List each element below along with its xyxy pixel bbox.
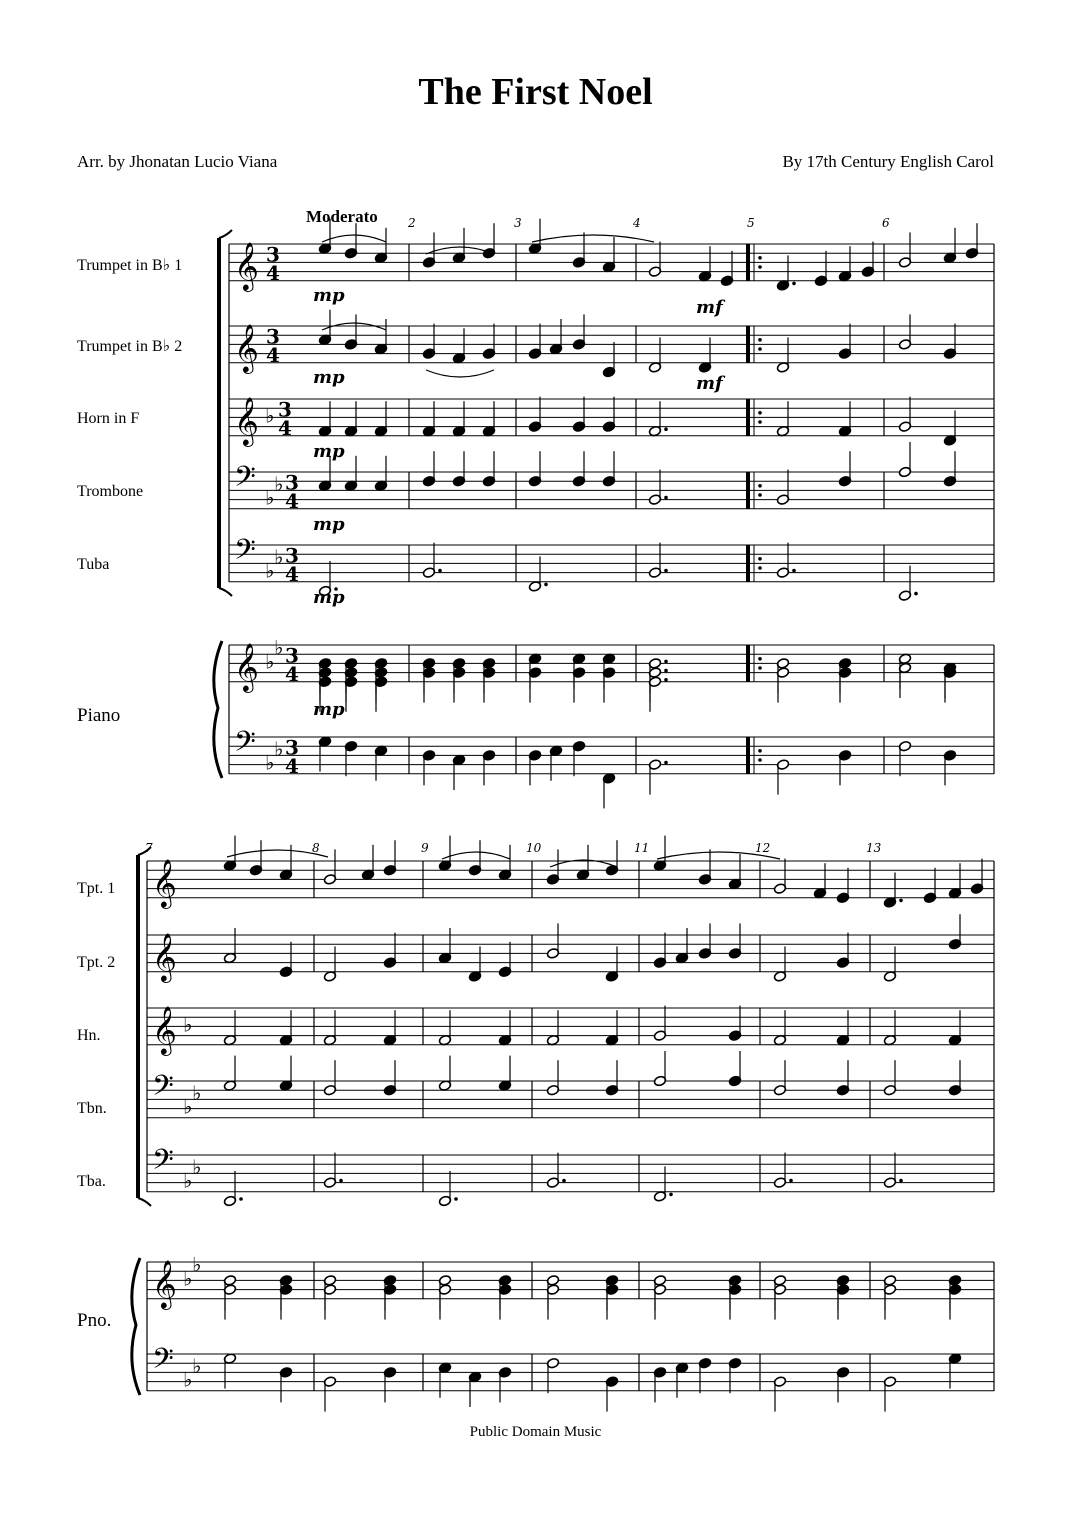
dot bbox=[239, 1197, 243, 1201]
dot bbox=[562, 1179, 566, 1183]
repeat-dot bbox=[758, 256, 762, 260]
repeat-dot bbox=[758, 749, 762, 753]
dot bbox=[792, 282, 796, 286]
slur bbox=[532, 235, 654, 242]
dot bbox=[664, 761, 668, 765]
measure-number-6: 6 bbox=[882, 216, 890, 230]
repeat-dot bbox=[758, 666, 762, 670]
label-horn: Horn in F bbox=[77, 410, 140, 427]
dot bbox=[664, 427, 668, 431]
repeat-dot bbox=[758, 411, 762, 415]
label-tbn-short: Tbn. bbox=[77, 1100, 107, 1117]
repeat-thick-bar bbox=[746, 326, 750, 363]
flat-icon: ♭ bbox=[274, 635, 284, 660]
footer-credit: Public Domain Music bbox=[469, 1424, 602, 1440]
repeat-dot bbox=[758, 557, 762, 561]
time-sig-3: 3 bbox=[266, 324, 280, 349]
measure-number-3: 3 bbox=[514, 216, 522, 230]
tempo-marking: Moderato bbox=[306, 207, 378, 226]
flat-icon: ♭ bbox=[265, 649, 275, 674]
dot bbox=[899, 1179, 903, 1183]
repeat-thick-bar bbox=[746, 244, 750, 281]
measure-number-5: 5 bbox=[747, 216, 755, 230]
repeat-thick-bar bbox=[746, 645, 750, 682]
flat-icon: ♭ bbox=[183, 1266, 193, 1291]
label-piano: Piano bbox=[77, 705, 121, 726]
repeat-thick-bar bbox=[746, 399, 750, 436]
measure-number-4: 4 bbox=[633, 216, 641, 230]
flat-icon: ♭ bbox=[192, 1080, 202, 1105]
treble-clef-icon: 𝄞 bbox=[152, 931, 177, 981]
flat-icon: ♭ bbox=[265, 485, 275, 510]
measure-number-9: 9 bbox=[421, 841, 429, 855]
dot bbox=[664, 678, 668, 682]
flat-icon: ♭ bbox=[274, 544, 284, 569]
repeat-thick-bar bbox=[746, 472, 750, 509]
measure-number-2: 2 bbox=[408, 216, 416, 230]
repeat-dot bbox=[758, 347, 762, 351]
flat-icon: ♭ bbox=[183, 1094, 193, 1119]
label-tba-short: Tba. bbox=[77, 1173, 106, 1190]
bracket-bottom bbox=[219, 588, 232, 596]
bass-clef-icon: 𝄢 bbox=[234, 460, 256, 501]
bracket-top bbox=[219, 230, 232, 238]
repeat-thick-bar bbox=[746, 545, 750, 582]
treble-clef-icon: 𝄞 bbox=[152, 857, 177, 907]
flat-icon: ♭ bbox=[274, 471, 284, 496]
treble-clef-icon: 𝄞 bbox=[234, 322, 259, 372]
composer-credit: By 17th Century English Carol bbox=[782, 152, 994, 171]
repeat-dot bbox=[758, 566, 762, 570]
flat-icon: ♭ bbox=[265, 403, 275, 428]
repeat-dot bbox=[758, 657, 762, 661]
time-sig-3: 3 bbox=[278, 397, 292, 422]
repeat-dot bbox=[758, 265, 762, 269]
dynamic-mf: mf bbox=[696, 297, 723, 318]
measure-number-12: 12 bbox=[755, 841, 771, 855]
repeat-dot bbox=[758, 420, 762, 424]
time-sig-3: 3 bbox=[266, 242, 280, 267]
dot bbox=[789, 1179, 793, 1183]
dot bbox=[664, 669, 668, 673]
piano-brace bbox=[214, 641, 222, 778]
dot bbox=[438, 569, 442, 573]
slur bbox=[426, 370, 494, 377]
treble-clef-icon: 𝄞 bbox=[152, 1258, 177, 1308]
flat-icon: ♭ bbox=[183, 1367, 193, 1392]
label-trumpet-2: Trumpet in B♭ 2 bbox=[77, 338, 183, 355]
bass-clef-icon: 𝄢 bbox=[152, 1342, 174, 1383]
time-sig-3: 3 bbox=[285, 643, 299, 668]
dot bbox=[914, 592, 918, 596]
dot bbox=[664, 569, 668, 573]
bass-clef-icon: 𝄢 bbox=[152, 1069, 174, 1110]
dot bbox=[454, 1197, 458, 1201]
flat-icon: ♭ bbox=[265, 558, 275, 583]
bass-clef-icon: 𝄢 bbox=[234, 725, 256, 766]
repeat-dot bbox=[758, 758, 762, 762]
dynamic-mp: mp bbox=[313, 441, 345, 462]
label-tpt1-short: Tpt. 1 bbox=[77, 880, 116, 897]
label-trombone: Trombone bbox=[77, 483, 144, 500]
time-sig-4: 4 bbox=[285, 488, 299, 513]
dot bbox=[899, 899, 903, 903]
repeat-dot bbox=[758, 484, 762, 488]
piano-brace-2 bbox=[132, 1258, 140, 1395]
flat-icon: ♭ bbox=[192, 1154, 202, 1179]
dynamic-mp: mp bbox=[313, 699, 345, 720]
dot bbox=[664, 496, 668, 500]
bass-clef-icon: 𝄢 bbox=[234, 533, 256, 574]
repeat-dot bbox=[758, 338, 762, 342]
flat-icon: ♭ bbox=[183, 1012, 193, 1037]
measure-number-11: 11 bbox=[634, 841, 650, 855]
label-hn-short: Hn. bbox=[77, 1027, 101, 1044]
time-sig-4: 4 bbox=[285, 561, 299, 586]
repeat-dot bbox=[758, 493, 762, 497]
flat-icon: ♭ bbox=[265, 750, 275, 775]
dot bbox=[339, 1179, 343, 1183]
dot bbox=[669, 1193, 673, 1197]
dynamic-mp: mp bbox=[313, 285, 345, 306]
time-sig-3: 3 bbox=[285, 543, 299, 568]
flat-icon: ♭ bbox=[192, 1252, 202, 1277]
dynamic-mf: mf bbox=[696, 373, 723, 394]
treble-clef-icon: 𝄞 bbox=[234, 240, 259, 290]
measure-number-8: 8 bbox=[312, 841, 320, 855]
dynamic-mp: mp bbox=[313, 587, 345, 608]
score-title: The First Noel bbox=[418, 71, 653, 113]
measure-number-7: 7 bbox=[145, 841, 153, 855]
treble-clef-icon: 𝄞 bbox=[234, 641, 259, 691]
treble-clef-icon: 𝄞 bbox=[152, 1004, 177, 1054]
label-pno-short: Pno. bbox=[77, 1310, 112, 1331]
time-sig-3: 3 bbox=[285, 735, 299, 760]
bass-clef-icon: 𝄢 bbox=[152, 1143, 174, 1184]
label-tuba: Tuba bbox=[77, 556, 110, 573]
slur bbox=[442, 852, 510, 859]
time-sig-4: 4 bbox=[266, 260, 280, 285]
label-tpt2-short: Tpt. 2 bbox=[77, 954, 116, 971]
dot bbox=[664, 660, 668, 664]
repeat-thick-bar bbox=[746, 737, 750, 774]
label-trumpet-1: Trumpet in B♭ 1 bbox=[77, 257, 183, 274]
dynamic-mp: mp bbox=[313, 514, 345, 535]
flat-icon: ♭ bbox=[192, 1353, 202, 1378]
measure-number-10: 10 bbox=[526, 841, 542, 855]
time-sig-4: 4 bbox=[285, 661, 299, 686]
dynamic-mp: mp bbox=[313, 367, 345, 388]
flat-icon: ♭ bbox=[183, 1168, 193, 1193]
time-sig-3: 3 bbox=[285, 470, 299, 495]
dot bbox=[544, 583, 548, 587]
time-sig-4: 4 bbox=[266, 342, 280, 367]
slur bbox=[322, 235, 386, 242]
bracket-bottom bbox=[138, 1198, 151, 1206]
time-sig-4: 4 bbox=[278, 415, 292, 440]
treble-clef-icon: 𝄞 bbox=[234, 395, 259, 445]
flat-icon: ♭ bbox=[274, 736, 284, 761]
dot bbox=[792, 569, 796, 573]
arranger-credit: Arr. by Jhonatan Lucio Viana bbox=[77, 152, 278, 171]
measure-number-13: 13 bbox=[866, 841, 882, 855]
time-sig-4: 4 bbox=[285, 753, 299, 778]
